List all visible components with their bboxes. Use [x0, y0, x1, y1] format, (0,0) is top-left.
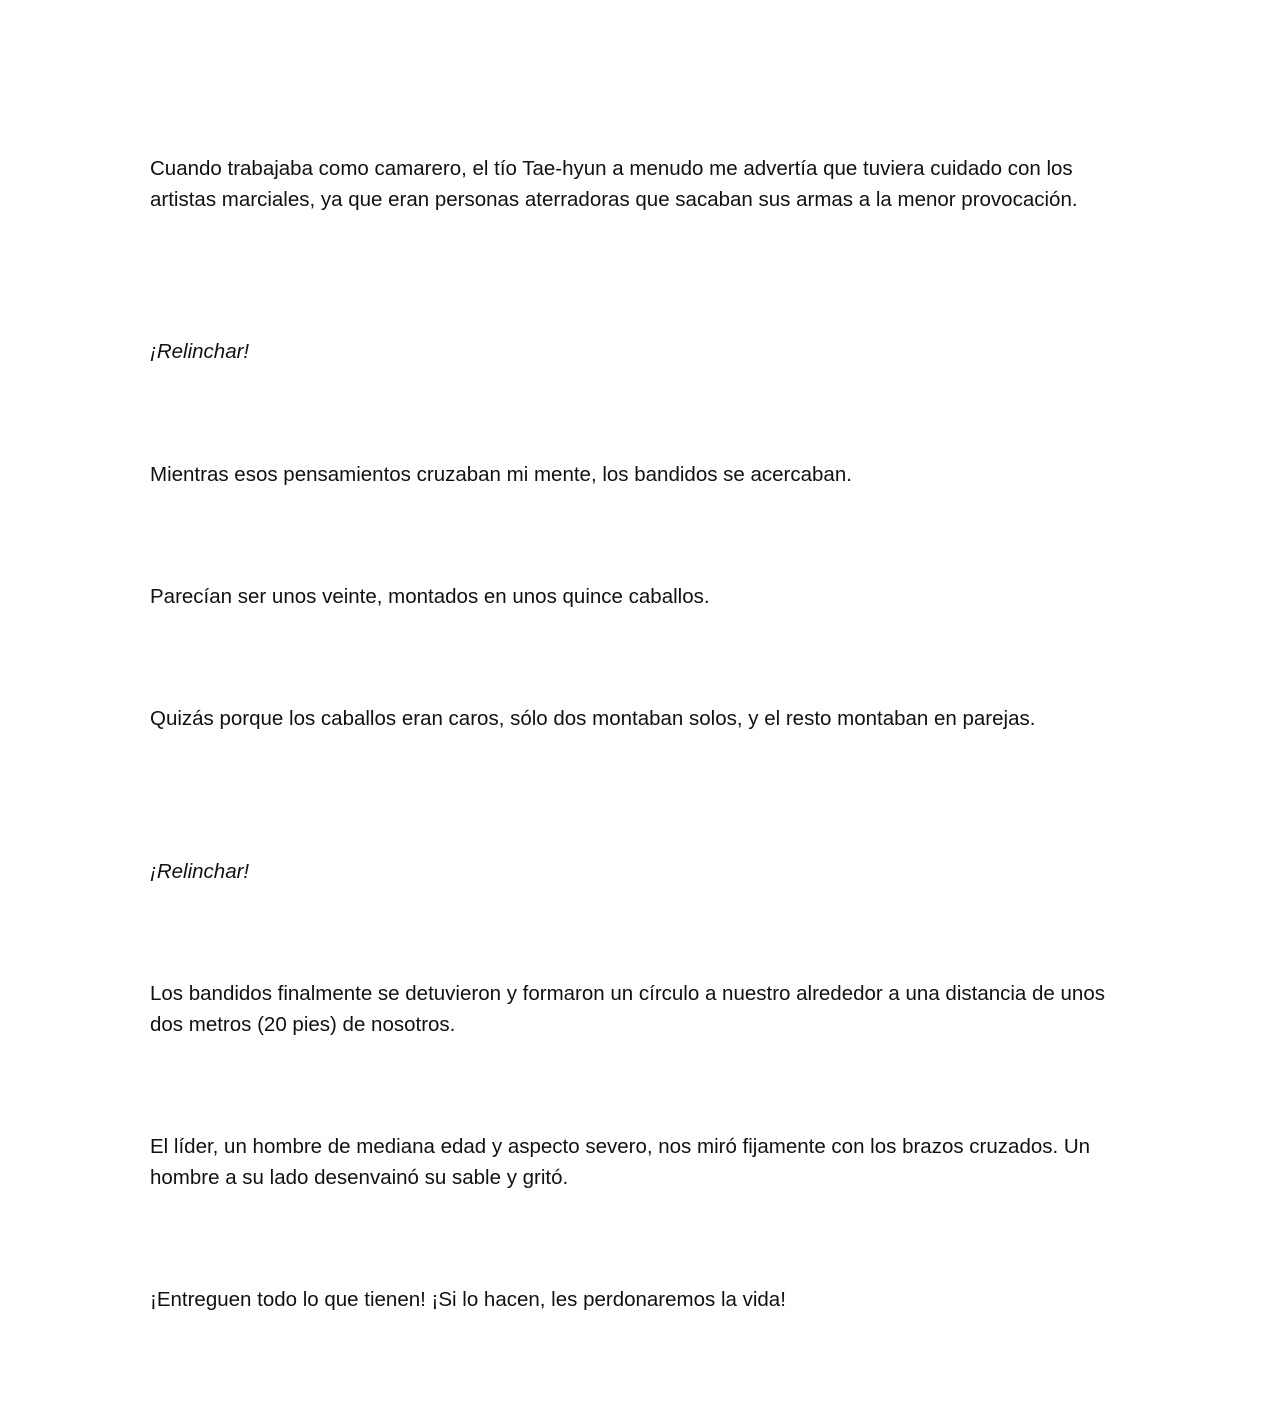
paragraph-5: Quizás porque los caballos eran caros, sólo dos montaban solos, y el resto montaban en parejas.: [150, 707, 1036, 730]
paragraph-8: El líder, un hombre de mediana edad y aspecto severo, nos miró fijamente con los brazos cruzados. Un hombre a su lado desenvainó su sable y gritó.: [150, 1135, 1091, 1189]
paragraph-3: Mientras esos pensamientos cruzaban mi mente, los bandidos se acercaban.: [150, 463, 852, 486]
paragraph-1: Cuando trabajaba como camarero, el tío Tae-hyun a menudo me advertía que tuviera cuidado con los artistas marciales, ya que eran personas aterradoras que sacaban sus armas a la menor provocación.: [150, 157, 1078, 211]
paragraph-6-interjection: ¡Relinchar!: [150, 860, 250, 883]
paragraph-9: ¡Entreguen todo lo que tienen! ¡Si lo hacen, les perdonaremos la vida!: [150, 1288, 786, 1311]
paragraph-4: Parecían ser unos veinte, montados en unos quince caballos.: [150, 585, 710, 608]
paragraph-7: Los bandidos finalmente se detuvieron y formaron un círculo a nuestro alrededor a una distancia de unos dos metros (20 pies) de nosotros.: [150, 982, 1105, 1036]
paragraph-2-interjection: ¡Relinchar!: [150, 340, 250, 363]
